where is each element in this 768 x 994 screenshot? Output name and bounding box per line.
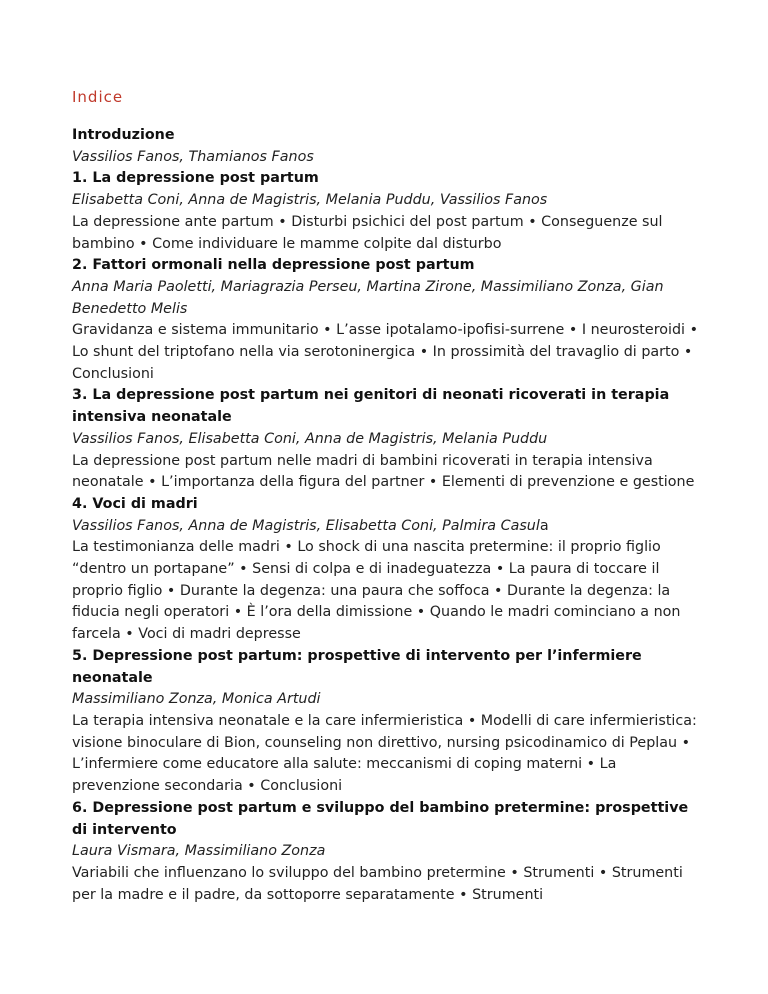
- section-authors-2: Anna Maria Paoletti, Mariagrazia Perseu, Martina Zirone, Massimiliano Zonza, Gian Benedetto Melis: [72, 278, 664, 317]
- section-heading-1: 1. La depressione post partum: [72, 170, 319, 187]
- index-title: Indice: [72, 88, 124, 106]
- section-heading-4: 4. Voci di madri: [72, 495, 198, 512]
- section-heading-5: 5. Depressione post partum: prospettive di intervento per l’infermiere neonatale: [72, 647, 642, 686]
- section-authors-4-text: Vassilios Fanos, Anna de Magistris, Elisabetta Coni, Palmira Casul: [72, 517, 540, 534]
- section-topics-2: Gravidanza e sistema immunitario • L’asse ipotalamo-ipofisi-surrene • I neurosteroidi • Lo shunt del triptofano nella via serotoninergica • In prossimità del travaglio di parto • Conclusioni: [72, 322, 699, 382]
- section-topics-6: Variabili che influenzano lo sviluppo del bambino pretermine • Strumenti • Strumenti per la madre e il padre, da sottoporre separatamente • Strumenti: [72, 864, 683, 903]
- section-topics-1: La depressione ante partum • Disturbi psichici del post partum • Conseguenze sul bambino • Come individuare le mamme colpite dal disturbo: [72, 213, 663, 252]
- section-authors-4-tail: a: [539, 517, 549, 534]
- section-heading-3: 3. La depressione post partum nei genitori di neonati ricoverati in terapia intensiva neonatale: [72, 387, 670, 426]
- section-authors-4: [72, 516, 708, 538]
- section-authors-introduzione: Vassilios Fanos, Thamianos Fanos: [72, 148, 314, 165]
- section-authors-3: Vassilios Fanos, Elisabetta Coni, Anna de Magistris, Melania Puddu: [72, 430, 548, 447]
- section-authors-1: Elisabetta Coni, Anna de Magistris, Melania Puddu, Vassilios Fanos: [72, 192, 548, 209]
- section-heading-introduzione: Introduzione: [72, 127, 175, 143]
- section-authors-6: Laura Vismara, Massimiliano Zonza: [72, 843, 326, 860]
- section-authors-5: Massimiliano Zonza, Monica Artudi: [72, 691, 321, 708]
- section-topics-5: La terapia intensiva neonatale e la care infermieristica • Modelli di care infermieristica: visione binoculare di Bion, counseling non direttivo, nursing psicodinamico di Peplau • L’infermiere come educatore alla salute: meccanismi di coping materni • La prevenzione secondaria • Conclusioni: [72, 712, 697, 795]
- section-topics-4: La testimonianza delle madri • Lo shock di una nascita pretermine: il proprio figlio “dentro un portapane” • Sensi di colpa e di inadeguatezza • La paura di toccare il proprio figlio • Durante la degenza: una paura che soffoca • Durante la degenza: la fiducia negli operatori • È l’ora della dimissione • Quando le madri cominciano a non farcela • Voci di madri depresse: [72, 539, 681, 643]
- section-heading-2: 2. Fattori ormonali nella depressione post partum: [72, 257, 475, 274]
- section-topics-3: La depressione post partum nelle madri di bambini ricoverati in terapia intensiva neonatale • L’importanza della figura del partner • Elementi di prevenzione e gestione: [72, 452, 695, 491]
- section-heading-6: 6. Depressione post partum e sviluppo del bambino pretermine: prospettive di intervento: [72, 799, 689, 838]
